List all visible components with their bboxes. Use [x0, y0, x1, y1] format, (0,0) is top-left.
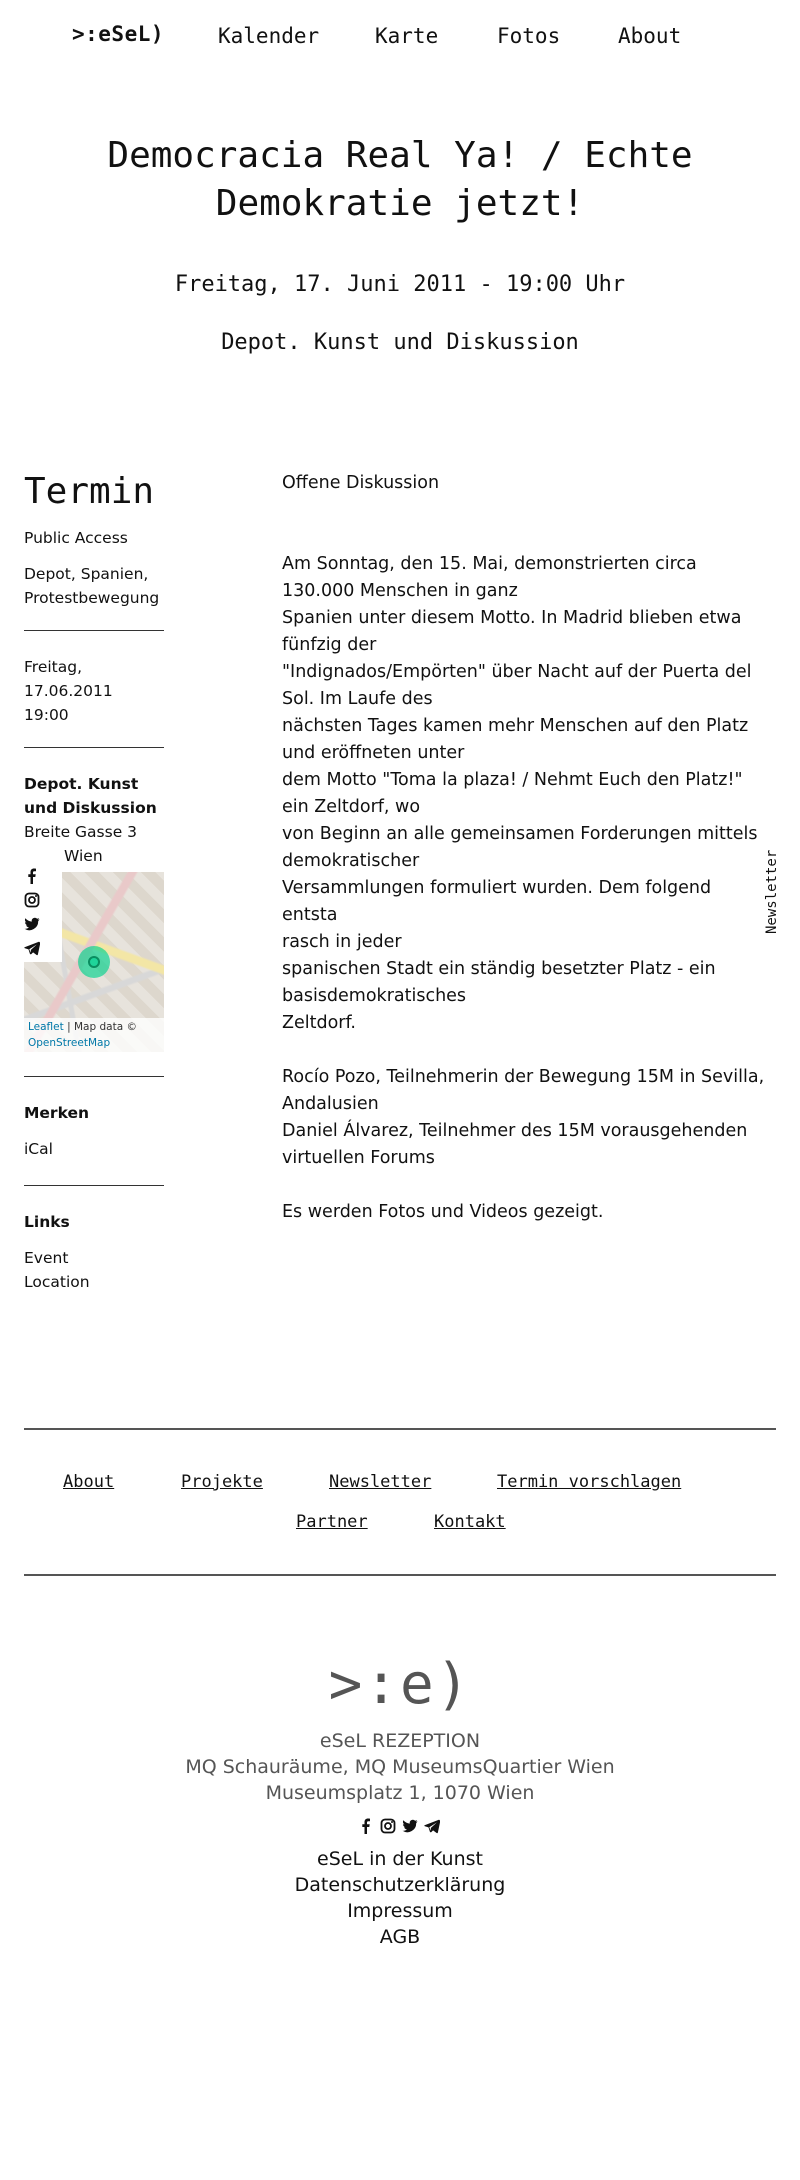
- osm-link[interactable]: OpenStreetMap: [28, 1037, 111, 1049]
- telegram-icon[interactable]: [424, 1818, 440, 1834]
- footer-social: [356, 1818, 446, 1836]
- location-link[interactable]: Location: [24, 1273, 90, 1291]
- speakers: Rocío Pozo, Teilnehmerin der Bewegung 15M in Sevilla, Andalusien Daniel Álvarez, Teilnehmer des 15M vorausgehenden virtuellen Forums: [282, 1067, 765, 1168]
- instagram-icon[interactable]: [24, 892, 40, 908]
- footer-divider-bottom: [24, 1574, 776, 1576]
- divider: [24, 747, 164, 748]
- event-datetime: Freitag, 17. Juni 2011 - 19:00 Uhr: [174, 272, 626, 297]
- footer-divider-top: [24, 1428, 776, 1430]
- footer-termin-vorschlagen[interactable]: Termin vorschlagen: [497, 1472, 682, 1492]
- footer-links: [0, 1846, 800, 1950]
- event-description: [282, 470, 770, 1253]
- footer-kontakt[interactable]: Kontakt: [434, 1512, 506, 1532]
- venue-street: Breite Gasse 3: [24, 823, 138, 841]
- footer-address: [0, 1728, 800, 1806]
- footer-link-kunst[interactable]: eSeL in der Kunst: [317, 1848, 483, 1870]
- footer-link-datenschutz[interactable]: Datenschutzerklärung: [294, 1874, 506, 1896]
- ical-link[interactable]: iCal: [24, 1140, 53, 1158]
- nav-karte[interactable]: Karte: [375, 24, 439, 48]
- leaflet-link[interactable]: Leaflet: [28, 1021, 64, 1033]
- footer-logo[interactable]: >:e): [328, 1652, 472, 1717]
- twitter-icon[interactable]: [24, 916, 40, 932]
- description-note: Es werden Fotos und Videos gezeigt.: [282, 1202, 604, 1222]
- footer-about[interactable]: About: [63, 1472, 115, 1492]
- footer-partner[interactable]: Partner: [296, 1512, 368, 1532]
- sidebar-time: 19:00: [24, 706, 69, 724]
- merken-heading: Merken: [24, 1104, 90, 1122]
- access-label: Public Access: [24, 529, 128, 547]
- nav-about[interactable]: About: [618, 24, 682, 48]
- footer-link-agb[interactable]: AGB: [379, 1926, 421, 1948]
- address-line: eSeL REZEPTION: [319, 1730, 481, 1752]
- nav-fotos[interactable]: Fotos: [497, 24, 561, 48]
- venue-city: Wien: [64, 847, 103, 865]
- divider: [24, 1076, 164, 1077]
- facebook-icon[interactable]: [358, 1818, 374, 1834]
- sidebar-heading: Termin: [24, 471, 155, 512]
- instagram-icon[interactable]: [380, 1818, 396, 1834]
- footer-newsletter[interactable]: Newsletter: [329, 1472, 432, 1492]
- divider: [24, 630, 164, 631]
- map-attribution: [24, 1018, 164, 1052]
- footer-projekte[interactable]: Projekte: [181, 1472, 263, 1492]
- venue-map-block: [24, 844, 164, 1052]
- top-nav: [0, 22, 800, 52]
- newsletter-tab-label: Newsletter: [764, 849, 780, 934]
- sidebar-date: Freitag, 17.06.2011: [24, 658, 113, 700]
- venue-name[interactable]: Depot. Kunst und Diskussion: [24, 775, 157, 817]
- event-link[interactable]: Event: [24, 1249, 69, 1267]
- links-heading: Links: [24, 1213, 70, 1231]
- tags[interactable]: Depot, Spanien, Protestbewegung: [24, 565, 160, 607]
- telegram-icon[interactable]: [24, 940, 40, 956]
- map-marker-icon[interactable]: [78, 946, 110, 978]
- facebook-icon[interactable]: [24, 868, 40, 884]
- twitter-icon[interactable]: [402, 1818, 418, 1834]
- divider: [24, 1185, 164, 1186]
- nav-kalender[interactable]: Kalender: [218, 24, 320, 48]
- address-line: MQ Schauräume, MQ MuseumsQuartier Wien: [185, 1756, 615, 1778]
- event-title: Democracia Real Ya! / Echte Demokratie jetzt!: [107, 135, 693, 224]
- description-paragraph: Am Sonntag, den 15. Mai, demonstrierten circa 130.000 Menschen in ganz Spanien unter diesem Motto. In Madrid blieben etwa fünfzig der "Indignados/Empörten" über Nacht auf der Puerta del Sol. Im Laufe des nächsten Tages kamen mehr Menschen auf den Platz und eröffneten unter dem Motto "Toma la plaza! / Nehmt Euch den Platz!" ein Zeltdorf, wo von Beginn an alle gemeinsamen Forderungen mittels demokratischer Versammlungen formuliert wurden. Dem folgend entsta rasch in jeder spanischen Stadt ein ständig besetzter Platz - ein basisdemokratisches Zeltdorf.: [282, 554, 758, 1033]
- site-logo[interactable]: >:eSeL): [72, 22, 165, 46]
- event-venue: Depot. Kunst und Diskussion: [221, 330, 579, 355]
- sidebar-social: [24, 868, 44, 964]
- footer-link-impressum[interactable]: Impressum: [347, 1900, 453, 1922]
- newsletter-tab[interactable]: [762, 849, 782, 936]
- description-intro: Offene Diskussion: [282, 473, 440, 493]
- location-map[interactable]: [24, 872, 164, 1052]
- event-sidebar: [24, 470, 164, 1294]
- address-line: Museumsplatz 1, 1070 Wien: [265, 1782, 535, 1804]
- map-data-text: | Map data ©: [63, 1021, 137, 1033]
